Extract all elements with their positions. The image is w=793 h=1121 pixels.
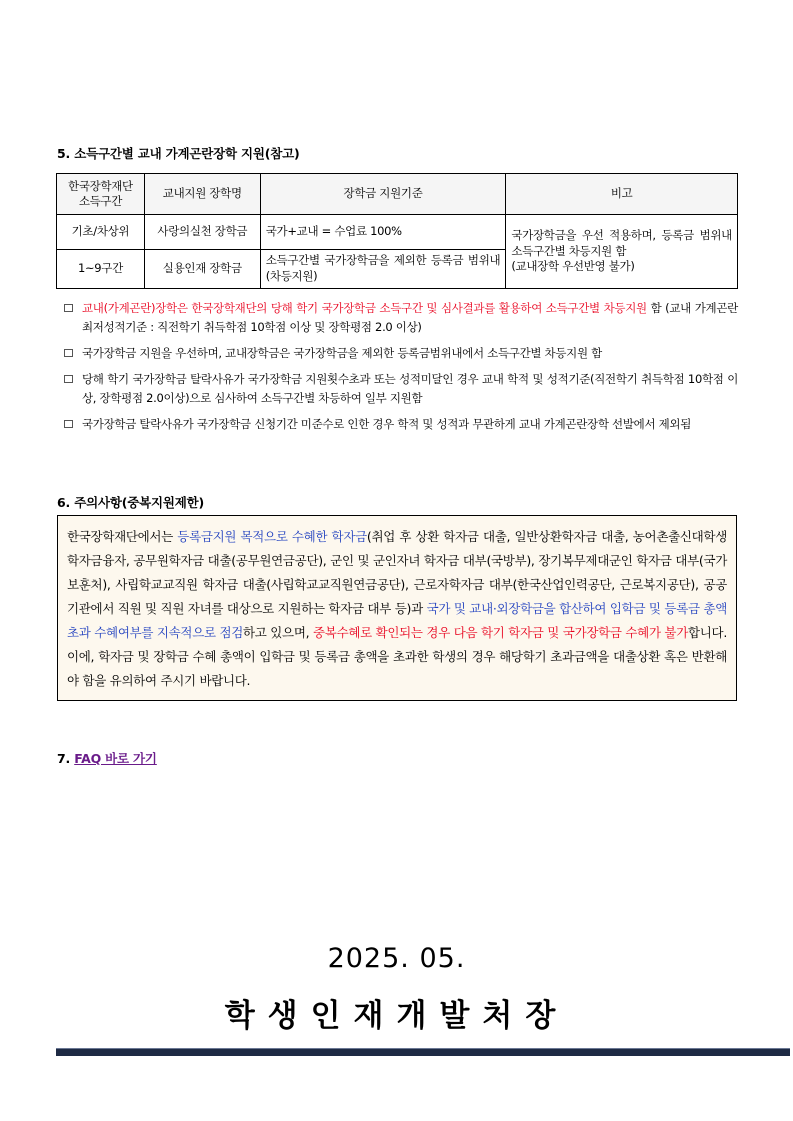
- section-7-number: 7.: [57, 751, 71, 766]
- header-criteria: 장학금 지원기준: [260, 174, 506, 215]
- note-text: 당해 학기 국가장학금 탈락사유가 국가장학금 지원횟수초과 또는 성적미달인 경우 교내 학적 및 성적기준(직전학기 취득학점 10학점 이상, 장학평점 2.0이상)으로 심사하여 소득구간별 차등하여 일부 지원함: [82, 372, 738, 405]
- note-text-rest: 함 (교내 가계곤란 최저성적기준 : 직전학기 취득학점 10학점 이상 및 장학평점 2.0 이상): [82, 301, 738, 334]
- cell-income: 기초/차상위: [57, 215, 145, 250]
- note-text: [82, 299, 738, 337]
- highlight-blue: 등록금지원 목적으로 수혜한 학자금: [177, 529, 367, 544]
- notice-text: 합니다. 이에, 학자금 및 장학금 수혜 총액이 입학금 및 등록금 총액을 초과한 학생의 경우 해당학기 초과금액을 대출상환 혹은 반환해야 함을 유의하여 주시기 바랍니다.: [67, 625, 727, 688]
- checkbox-square-icon: [64, 375, 73, 383]
- cell-income: 1~9구간: [57, 250, 145, 289]
- header-scholarship-name: 교내지원 장학명: [144, 174, 260, 215]
- document-date: 2025. 05.: [327, 943, 466, 974]
- header-income-bracket: 한국장학재단 소득구간: [57, 174, 145, 215]
- highlight-blue: 국가 및 교내·외장학금을 합산하여 입학금 및 등록금 총액 초과 수혜여부를 지속적으로 점검: [67, 601, 727, 640]
- section-6-title: 6. 주의사항(중복지원제한): [57, 495, 204, 510]
- footer-divider: [56, 1048, 790, 1056]
- cell-scholarship-name: 사랑의실천 장학금: [144, 215, 260, 250]
- list-item: [62, 299, 738, 337]
- checkbox-square-icon: [64, 420, 73, 428]
- table-row: [57, 215, 738, 250]
- section-7-title: [57, 749, 157, 767]
- highlight-red: 중복수혜로 확인되는 경우 다음 학기 학자금 및 국가장학금 수혜가 불가: [313, 625, 688, 640]
- note-text: 국가장학금 지원을 우선하며, 교내장학금은 국가장학금을 제외한 등록금범위내에서 소득구간별 차등지원 함: [82, 346, 602, 360]
- notice-text: (취업 후 상환 학자금 대출, 일반상환학자금 대출, 농어촌출신대학생학자금융자, 공무원학자금 대출(공무원연금공단), 군인 및 군인자녀 학자금 대부(국방부), 장기복무제대군인 학자금 대부(국가보훈처), 사립학교교직원 학자금 대출(사립학교교직원연금공단), 근로자학자금 대부(한국산업인력공단, 근로복지공단), 공공기관에서 직원 및 직원 자녀를 대상으로 지원하는 학자금 대부 등)과: [67, 529, 727, 616]
- list-item: [62, 370, 738, 408]
- note-text: 국가장학금 탈락사유가 국가장학금 신청기간 미준수로 인한 경우 학적 및 성적과 무관하게 교내 가계곤란장학 선발에서 제외됨: [82, 417, 692, 431]
- notice-text: 한국장학재단에서는: [67, 529, 178, 544]
- cell-criteria: 소득구간별 국가장학금을 제외한 등록금 범위내(차등지원): [260, 250, 506, 289]
- checkbox-square-icon: [64, 304, 73, 312]
- list-item: [62, 415, 738, 434]
- list-item: [62, 344, 738, 363]
- cell-criteria: 국가+교내 = 수업료 100%: [260, 215, 506, 250]
- support-table: [56, 173, 738, 289]
- cell-scholarship-name: 실용인재 장학금: [144, 250, 260, 289]
- highlight-red: 교내(가계곤란)장학은 한국장학재단의 당해 학기 국가장학금 소득구간 및 심사결과를 활용하여 소득구간별 차등지원: [82, 301, 647, 315]
- faq-link[interactable]: FAQ 바로 가기: [74, 751, 157, 766]
- section-5-title: 5. 소득구간별 교내 가계곤란장학 지원(참고): [57, 146, 300, 161]
- cell-remark: 국가장학금을 우선 적용하며, 등록금 범위내 소득구간별 차등지원 함 (교내장학 우선반영 불가): [506, 215, 738, 289]
- table-header-row: [57, 174, 738, 215]
- notice-text: 하고 있으며,: [243, 625, 314, 640]
- duplicate-support-notice: [57, 515, 737, 701]
- header-remarks: 비고: [506, 174, 738, 215]
- notes-list: [62, 299, 738, 441]
- checkbox-square-icon: [64, 349, 73, 357]
- issuer-title: 학생인재개발처장: [224, 998, 569, 1034]
